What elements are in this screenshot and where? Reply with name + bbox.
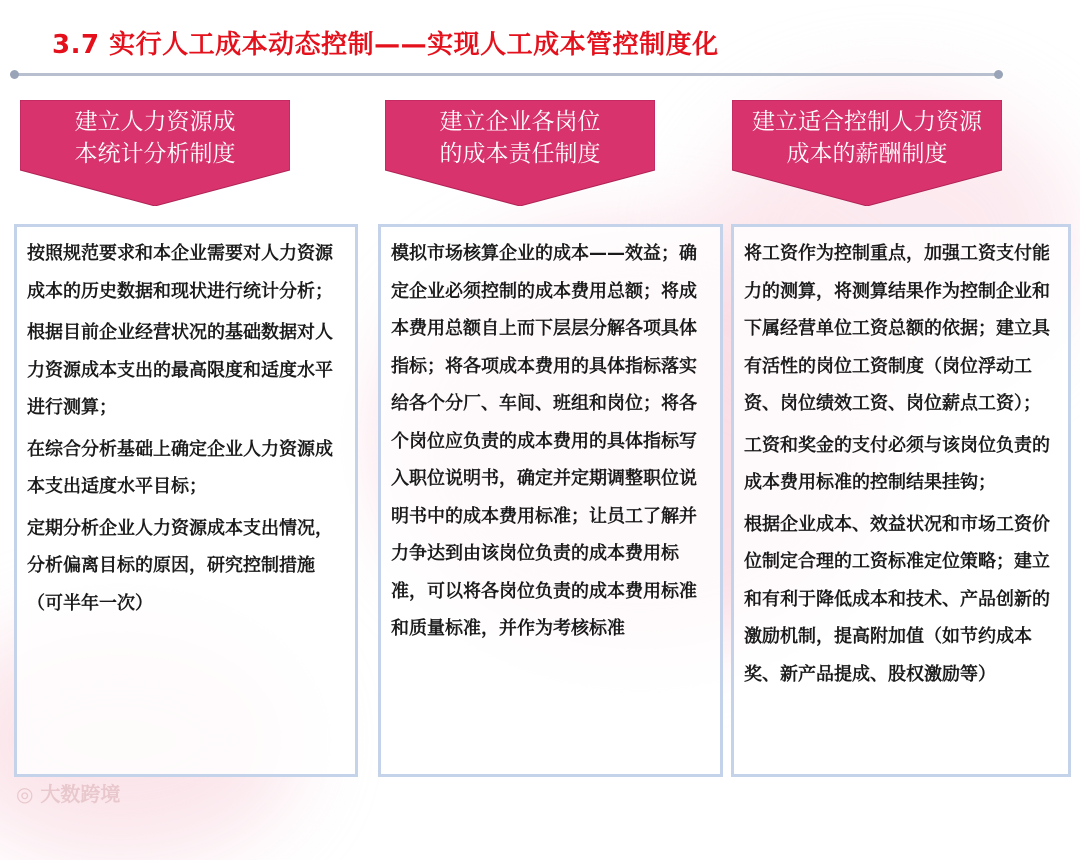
header-text: [20, 106, 290, 170]
column-header-1: [20, 100, 290, 206]
paragraph: 工资和奖金的支付必须与该岗位负责的成本费用标准的控制结果挂钩；: [744, 434, 1050, 493]
title-divider: [14, 73, 1000, 76]
paragraph: 在综合分析基础上确定企业人力资源成本支出适度水平目标；: [27, 438, 333, 497]
paragraph: 按照规范要求和本企业需要对人力资源成本的历史数据和现状进行统计分析；: [27, 243, 333, 302]
watermark-text: 大数跨境: [40, 782, 121, 806]
divider-dot-right: [994, 70, 1003, 79]
header-line-1: 建立企业各岗位: [439, 109, 601, 135]
header-line-2: 的成本责任制度: [439, 141, 601, 167]
column-header-3: [732, 100, 1002, 206]
header-text: [385, 106, 655, 170]
page-title: 3.7 实行人工成本动态控制——实现人工成本管控制度化: [52, 30, 719, 60]
paragraph: 将工资作为控制重点，加强工资支付能力的测算，将测算结果作为控制企业和下属经营单位工资总额的依据；建立具有活性的岗位工资制度（岗位浮动工资、岗位绩效工资、岗位薪点工资）；: [744, 243, 1050, 414]
paragraph: 根据目前企业经营状况的基础数据对人力资源成本支出的最高限度和适度水平进行测算；: [27, 322, 333, 418]
header-line-2: 成本的薪酬制度: [786, 141, 948, 167]
content-box-3: [731, 224, 1071, 777]
paragraph: 根据企业成本、效益状况和市场工资价位制定合理的工资标准定位策略；建立和有利于降低成本和技术、产品创新的激励机制，提高附加值（如节约成本奖、新产品提成、股权激励等）: [744, 513, 1050, 685]
paragraph: 定期分析企业人力资源成本支出情况，分析偏离目标的原因，研究控制措施（可半年一次）: [27, 517, 333, 614]
paragraph: 模拟市场核算企业的成本——效益；确定企业必须控制的成本费用总额；将成本费用总额自上而下层层分解各项具体指标；将各项成本费用的具体指标落实给各个分厂、车间、班组和岗位；将各个岗位应负责的成本费用的具体指标写入职位说明书，确定并定期调整职位说明书中的成本费用标准；让员工了解并力争达到由该岗位负责的成本费用标准，可以将各岗位负责的成本费用标准和质量标准，并作为考核标准: [391, 243, 697, 639]
content-box-2: [378, 224, 723, 777]
watermark-logo: [16, 778, 120, 807]
watermark-icon: ◎: [16, 782, 41, 806]
header-line-2: 本统计分析制度: [74, 141, 236, 167]
header-line-1: 建立人力资源成: [74, 109, 236, 135]
header-text: [732, 106, 1002, 170]
header-line-1: 建立适合控制人力资源: [752, 109, 982, 135]
column-header-2: [385, 100, 655, 206]
content-box-1: [14, 224, 358, 777]
divider-dot-left: [10, 70, 19, 79]
